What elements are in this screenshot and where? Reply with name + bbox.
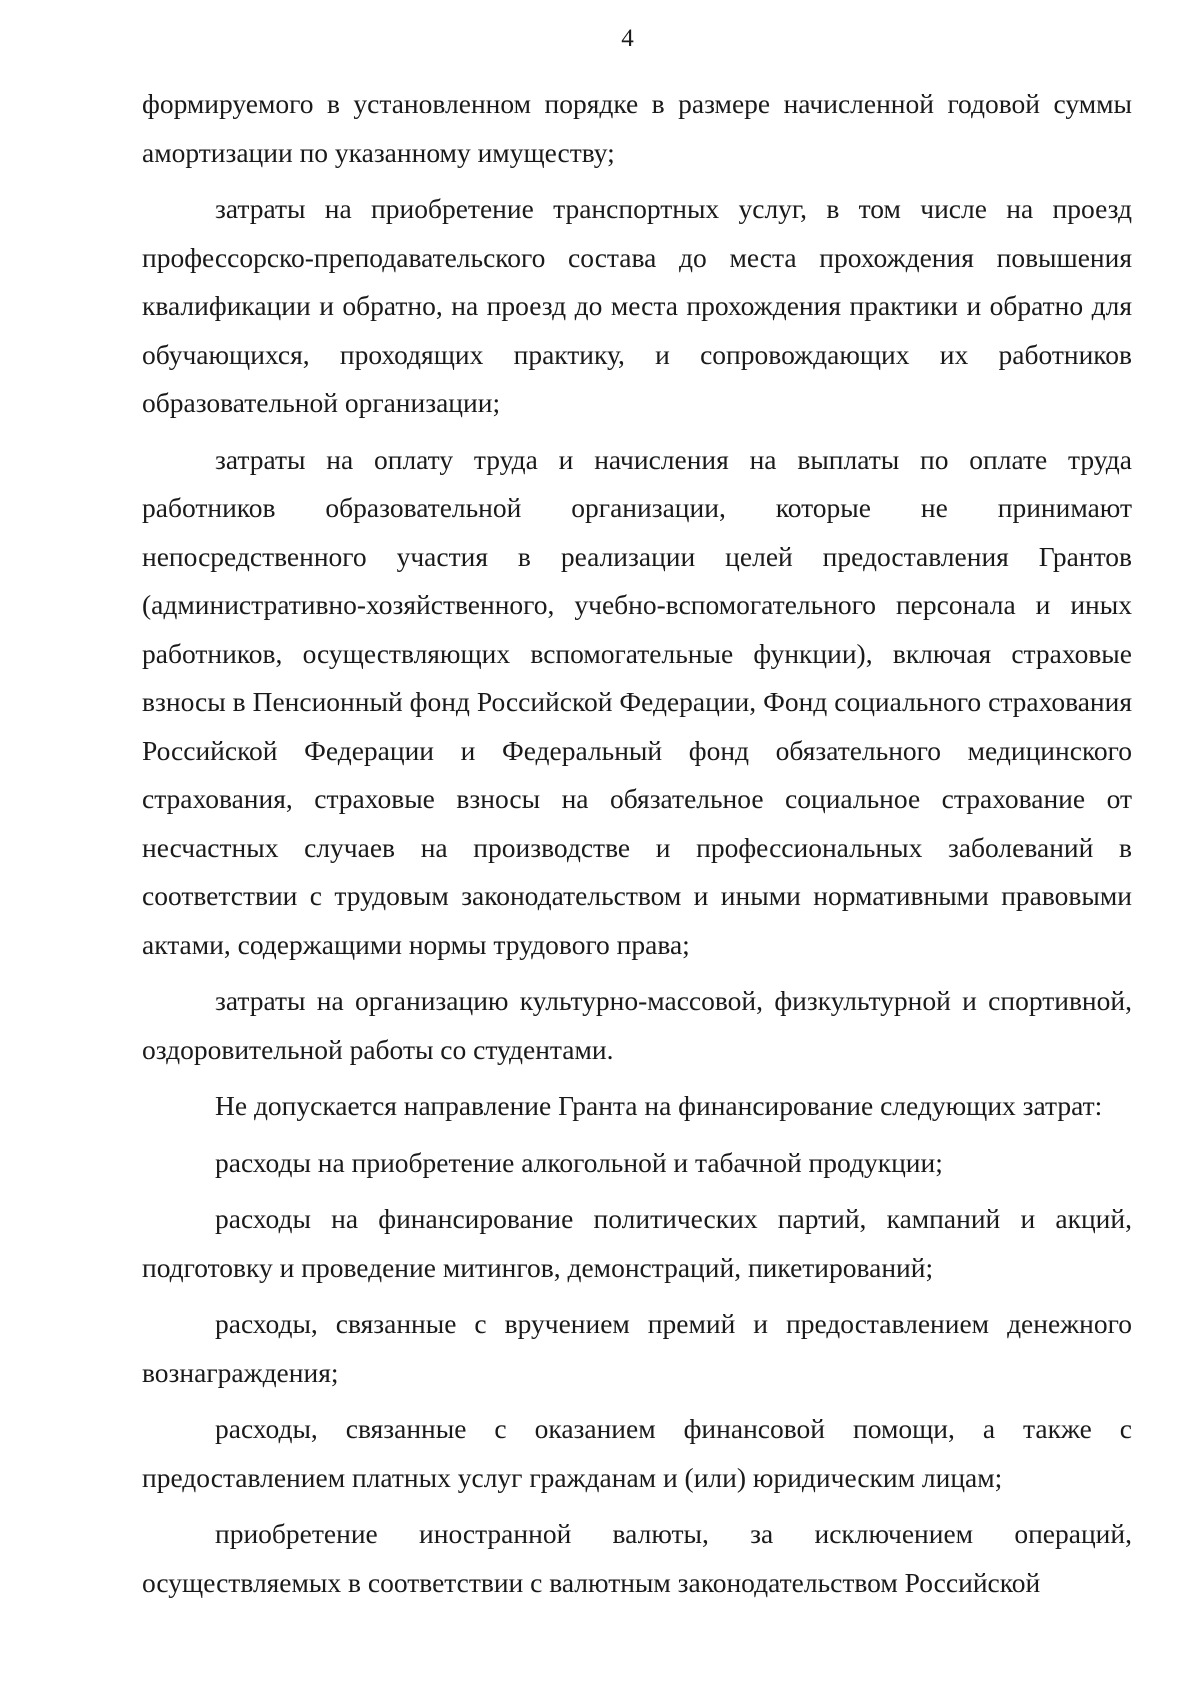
page-number: 4 <box>621 25 634 52</box>
paragraph-political: расходы на финансирование политических партий, кампаний и акций, подготовку и проведение митингов, демонстраций, пикетирований; <box>142 1203 1132 1283</box>
paragraph-cultural-sports-costs: затраты на организацию культурно-массовой, физкультурной и спортивной, оздоровительной работы со студентами. <box>142 985 1132 1065</box>
paragraph-premiums: расходы, связанные с вручением премий и предоставлением денежного вознаграждения; <box>142 1308 1132 1388</box>
paragraph-transport-costs: затраты на приобретение транспортных услуг, в том числе на проезд профессорско-преподавательского состава до места прохождения повышения квалификации и обратно, на проезд до места прохождения практики и обратно для обучающихся, проходящих практику, и сопровождающих их работников образовательной организации; <box>142 193 1132 418</box>
paragraph-prohibited-intro: Не допускается направление Гранта на финансирование следующих затрат: <box>215 1090 1103 1121</box>
paragraph-depreciation-continuation: формируемого в установленном порядке в размере начисленной годовой суммы амортизации по указанному имуществу; <box>142 88 1132 168</box>
paragraph-labor-costs: затраты на оплату труда и начисления на выплаты по оплате труда работников образовательной организации, которые не принимают непосредственного участия в реализации целей предоставления Грантов (административно-хозяйственного, учебно-вспомогательного персонала и иных работников, осуществляющих вспомогательные функции), включая страховые взносы в Пенсионный фонд Российской Федерации, Фонд социального страхования Российской Федерации и Федеральный фонд обязательного медицинского страхования, страховые взносы на обязательное социальное страхование от несчастных случаев на производстве и профессиональных заболеваний в соответствии с трудовым законодательством и иными нормативными правовыми актами, содержащими нормы трудового права; <box>142 443 1132 960</box>
paragraph-alcohol-tobacco: расходы на приобретение алкогольной и табачной продукции; <box>215 1146 943 1178</box>
document-body <box>142 80 1132 1607</box>
paragraph-financial-aid: расходы, связанные с оказанием финансовой помощи, а также с предоставлением платных услуг гражданам и (или) юридическим лицам; <box>142 1413 1132 1493</box>
paragraph-foreign-currency: приобретение иностранной валюты, за исключением операций, осуществляемых в соответствии с валютным законодательством Российской <box>142 1518 1132 1598</box>
